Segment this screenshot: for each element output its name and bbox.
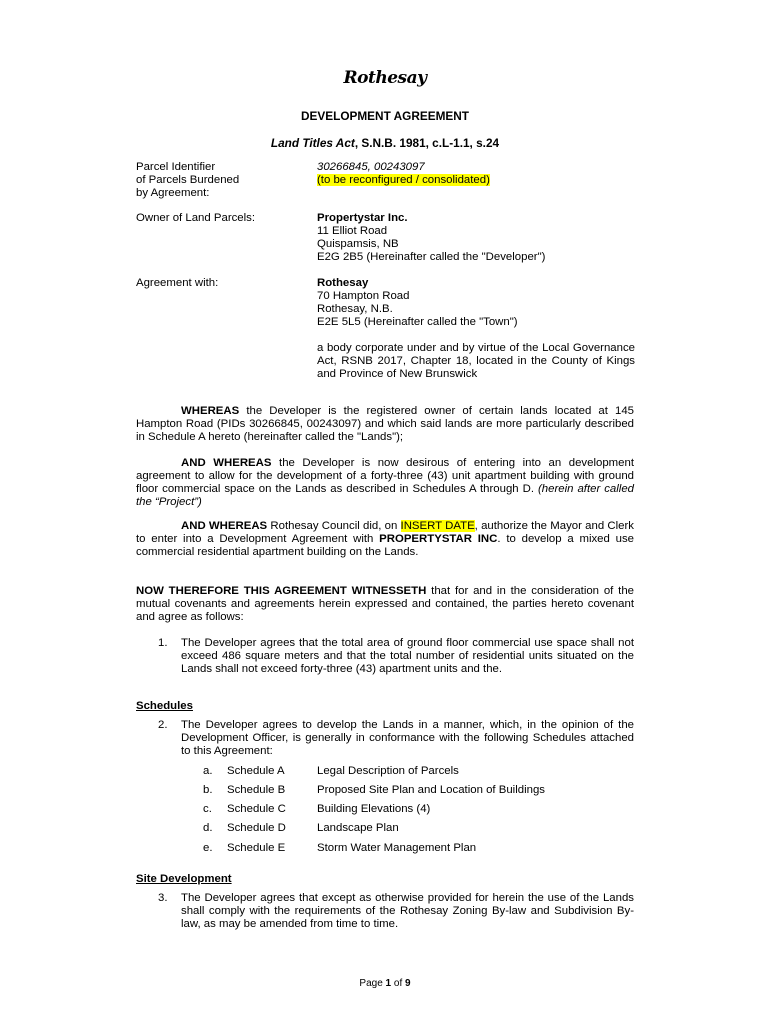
recital-text: the Developer is the registered owner of certain lands located at 145 Hampton Road (PIDs 30266845, 00243097) and which said lands are more particularly described in Schedule A hereto (hereinafter called the "Lands"); xyxy=(136,405,634,443)
document-subtitle xyxy=(0,137,770,150)
recital-text: Rothesay Council did, on xyxy=(267,520,401,532)
current-page: 1 xyxy=(385,978,392,989)
schedule-name: Schedule D xyxy=(227,822,286,834)
town-address-line: Rothesay, N.B. xyxy=(317,303,393,315)
recital-3 xyxy=(136,520,634,559)
witnesseth-text: that for and in the consideration of the mutual covenants and agreements herein expressed and contained, the parties hereto covenant and agree as follows: xyxy=(136,585,634,623)
schedule-description: Landscape Plan xyxy=(317,822,399,834)
clause-1-text: The Developer agrees that the total area of ground floor commercial use space shall not exceed 486 square meters and that the total number of residential units situated on the Lands shall not exceed forty-three (43) apartment units and the. xyxy=(181,637,634,675)
parcel-label-line: Parcel Identifier xyxy=(136,161,216,173)
schedule-name: Schedule A xyxy=(227,765,285,777)
project-definition: (herein after called the “Project”) xyxy=(136,483,634,508)
clause-number: 1. xyxy=(158,637,168,649)
insert-date-placeholder: INSERT DATE xyxy=(400,520,475,532)
schedule-name: Schedule E xyxy=(227,842,286,854)
schedule-name: Schedule C xyxy=(227,803,286,815)
witnesseth-paragraph xyxy=(136,585,634,624)
recital-2 xyxy=(136,457,634,509)
schedule-letter: e. xyxy=(203,842,213,854)
witnesseth-lead: NOW THEREFORE THIS AGREEMENT WITNESSETH xyxy=(136,585,427,597)
town-name: Rothesay xyxy=(317,277,369,289)
schedule-description: Proposed Site Plan and Location of Buildings xyxy=(317,784,545,796)
schedule-description: Legal Description of Parcels xyxy=(317,765,459,777)
owner-block xyxy=(317,212,635,264)
parcel-label-line: by Agreement: xyxy=(136,187,210,199)
act-name: Land Titles Act xyxy=(270,136,355,150)
schedule-letter: b. xyxy=(203,784,213,796)
schedule-letter: d. xyxy=(203,822,213,834)
act-citation: , S.N.B. 1981, c.L-1.1, s.24 xyxy=(354,136,500,150)
schedule-description: Building Elevations (4) xyxy=(317,803,431,815)
site-development-heading: Site Development xyxy=(136,873,232,885)
owner-address-line: 11 Elliot Road xyxy=(317,225,388,237)
schedule-letter: c. xyxy=(203,803,212,815)
clause-number: 3. xyxy=(158,892,168,904)
clause-3-text: The Developer agrees that except as otherwise provided for herein the use of the Lands shall comply with the requirements of the Rothesay Zoning By-law and Subdivision By-law, as may be amended from time to time. xyxy=(181,892,634,930)
company-name: PROPERTYSTAR INC xyxy=(379,533,498,545)
parcel-value xyxy=(317,161,635,187)
page-footer xyxy=(0,977,770,990)
recital-lead: AND WHEREAS xyxy=(181,457,272,469)
recital-lead: WHEREAS xyxy=(181,405,240,417)
owner-label: Owner of Land Parcels: xyxy=(136,212,256,224)
owner-name: Propertystar Inc. xyxy=(317,212,408,224)
clause-number: 2. xyxy=(158,719,168,731)
recital-text: , authorize the Mayor and Clerk to enter into a Development Agreement with xyxy=(136,520,634,545)
document-title: DEVELOPMENT AGREEMENT xyxy=(300,109,469,123)
agreement-with-label: Agreement with: xyxy=(136,277,219,289)
town-address-line: E2E 5L5 (Hereinafter called the "Town") xyxy=(317,316,518,328)
schedule-name: Schedule B xyxy=(227,784,286,796)
page-word: Page xyxy=(359,978,386,989)
schedule-letter: a. xyxy=(203,765,213,777)
parcel-pids: 30266845, 00243097 xyxy=(317,161,425,173)
recital-text: . to develop a mixed use commercial residential apartment building on the Lands. xyxy=(136,533,634,558)
clause-2-text: The Developer agrees to develop the Lands in a manner, which, in the opinion of the Development Officer, is generally in conformance with the following Schedules attached to this Agreement: xyxy=(181,719,634,757)
recital-1 xyxy=(136,405,634,444)
schedules-heading: Schedules xyxy=(136,700,193,712)
owner-address-line: E2G 2B5 (Hereinafter called the "Developer") xyxy=(317,251,546,263)
total-pages: 9 xyxy=(405,978,411,989)
schedule-description: Storm Water Management Plan xyxy=(317,842,477,854)
town-description: a body corporate under and by virtue of the Local Governance Act, RSNB 2017, Chapter 18, located in the County of Kings and Province of New Brunswick xyxy=(317,342,635,380)
recital-lead: AND WHEREAS xyxy=(181,520,268,532)
owner-address-line: Quispamsis, NB xyxy=(317,238,399,250)
town-logo: Rothesay xyxy=(343,68,427,88)
parcel-label-line: of Parcels Burdened xyxy=(136,174,240,186)
parcel-label xyxy=(136,161,306,200)
parcel-note: (to be reconfigured / consolidated) xyxy=(317,174,490,186)
of-word: of xyxy=(391,978,406,989)
town-address-line: 70 Hampton Road xyxy=(317,290,410,302)
agreement-with-block xyxy=(317,277,635,329)
recital-text: the Developer is now desirous of entering into an development agreement to allow for the development of a forty-three (43) unit apartment building with ground floor commercial space on the Lands as described in Schedules A through D. xyxy=(136,457,634,495)
